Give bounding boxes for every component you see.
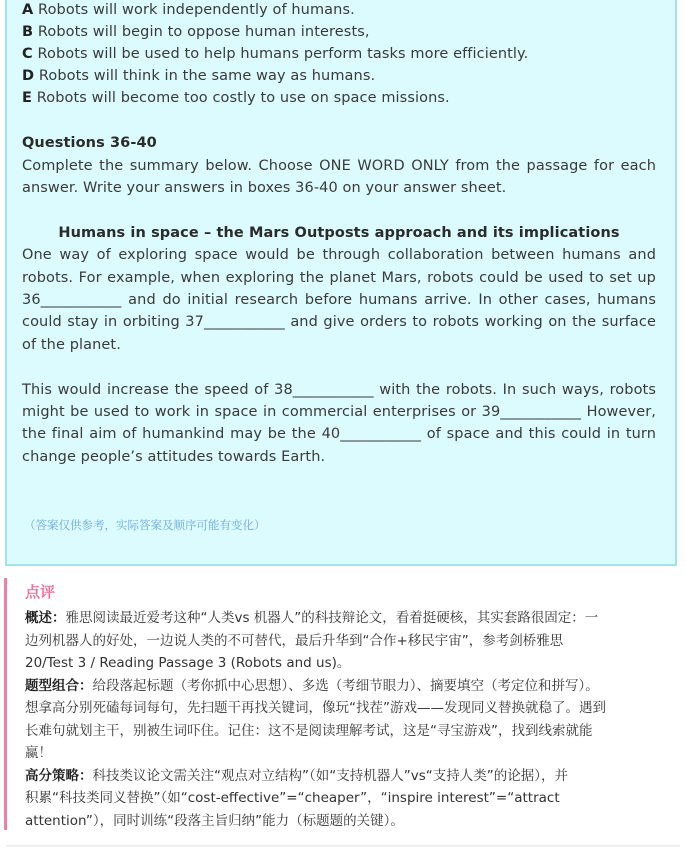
overview-label: 概述： [25,610,66,626]
option-text: Robots will think in the same way as humans. [38,68,376,84]
overview-text: 雅思阅读最近爱考这种“人类vs 机器人”的科技辩论文，看着挺硬核，其实套路很固定：一 [65,610,599,626]
review-section [4,578,680,830]
types-label: 题型组合： [25,678,93,694]
option-b [22,24,656,40]
instructions-line: answer. Write your answers in boxes 36-40 on your answer sheet. [22,180,507,196]
summary-line: One way of exploring space would be through collaboration between humans and [22,247,656,263]
review-line: 赢！ [25,745,52,761]
review-line: attention”），同时训练“段落主旨归纳”能力（标题题的关键）。 [25,813,404,829]
option-letter: B [22,24,34,40]
option-text: Robots will work independently of humans. [38,2,355,18]
option-a [22,2,656,18]
option-d [22,68,656,84]
types-text: 给段落起标题（考你抓中心思想）、多选（考细节眼力）、摘要填空（考定位和拼写）。 [92,678,599,694]
instructions-line: Complete the summary below. Choose ONE WORD ONLY from the passage for each [22,158,656,174]
option-c [22,46,656,62]
summary-line: might be used to work in space in commercial enterprises or 39___________ However, [22,404,656,420]
option-letter: C [22,46,33,62]
questions-heading: Questions 36-40 [22,135,157,151]
review-line [25,674,665,694]
review-line [25,606,665,626]
review-line: 边列机器人的好处，一边说人类的不可替代，最后升华到“合作+移民宇宙”，参考剑桥雅思 [25,633,564,649]
strategy-text: 科技类议论文需关注“观点对立结构”（如“支持机器人”vs“支持人类”的论据），并 [92,768,568,784]
review-line: 长难句就划主干，别被生词吓住。记住：这不是阅读理解考试，这是“寻宝游戏”，找到线索就能 [25,723,593,739]
divider [6,845,680,847]
summary-line: the final aim of humankind may be the 40___________ of space and this could in turn [22,426,656,442]
summary-line: 36___________ and do initial research before humans arrive. In other cases, humans [22,292,656,308]
review-line: 20/Test 3 / Reading Passage 3 (Robots and us)。 [25,655,351,671]
summary-line: This would increase the speed of 38___________ with the robots. In such ways, robots [22,382,656,398]
review-title: 点评 [25,583,56,601]
summary-line: change people’s attitudes towards Earth. [22,449,326,465]
strategy-label: 高分策略： [25,768,93,784]
review-line [25,764,665,784]
answer-note: （答案仅供参考，实际答案及顺序可能有变化） [24,518,266,532]
option-text: Robots will begin to oppose human interests, [37,24,370,40]
option-text: Robots will be used to help humans perform tasks more efficiently. [37,46,529,62]
summary-line: could stay in orbiting 37___________ and give orders to robots working on the surface [22,314,656,330]
option-e [22,90,656,106]
review-line: 积累“科技类同义替换”（如“cost-effective”=“cheaper”，“inspire interest”=“attract [25,790,560,806]
summary-line: of the planet. [22,337,121,353]
summary-line: robots. For example, when exploring the planet Mars, robots could be used to set up [22,270,656,286]
option-letter: E [22,90,33,106]
option-letter: A [22,2,34,18]
review-line: 想拿高分别死磕每词每句，先扫题干再找关键词，像玩“找茬”游戏——发现同义替换就稳了。遇到 [25,700,606,716]
option-letter: D [22,68,35,84]
option-text: Robots will become too costly to use on space missions. [36,90,450,106]
summary-title: Humans in space – the Mars Outposts approach and its implications [58,225,620,241]
